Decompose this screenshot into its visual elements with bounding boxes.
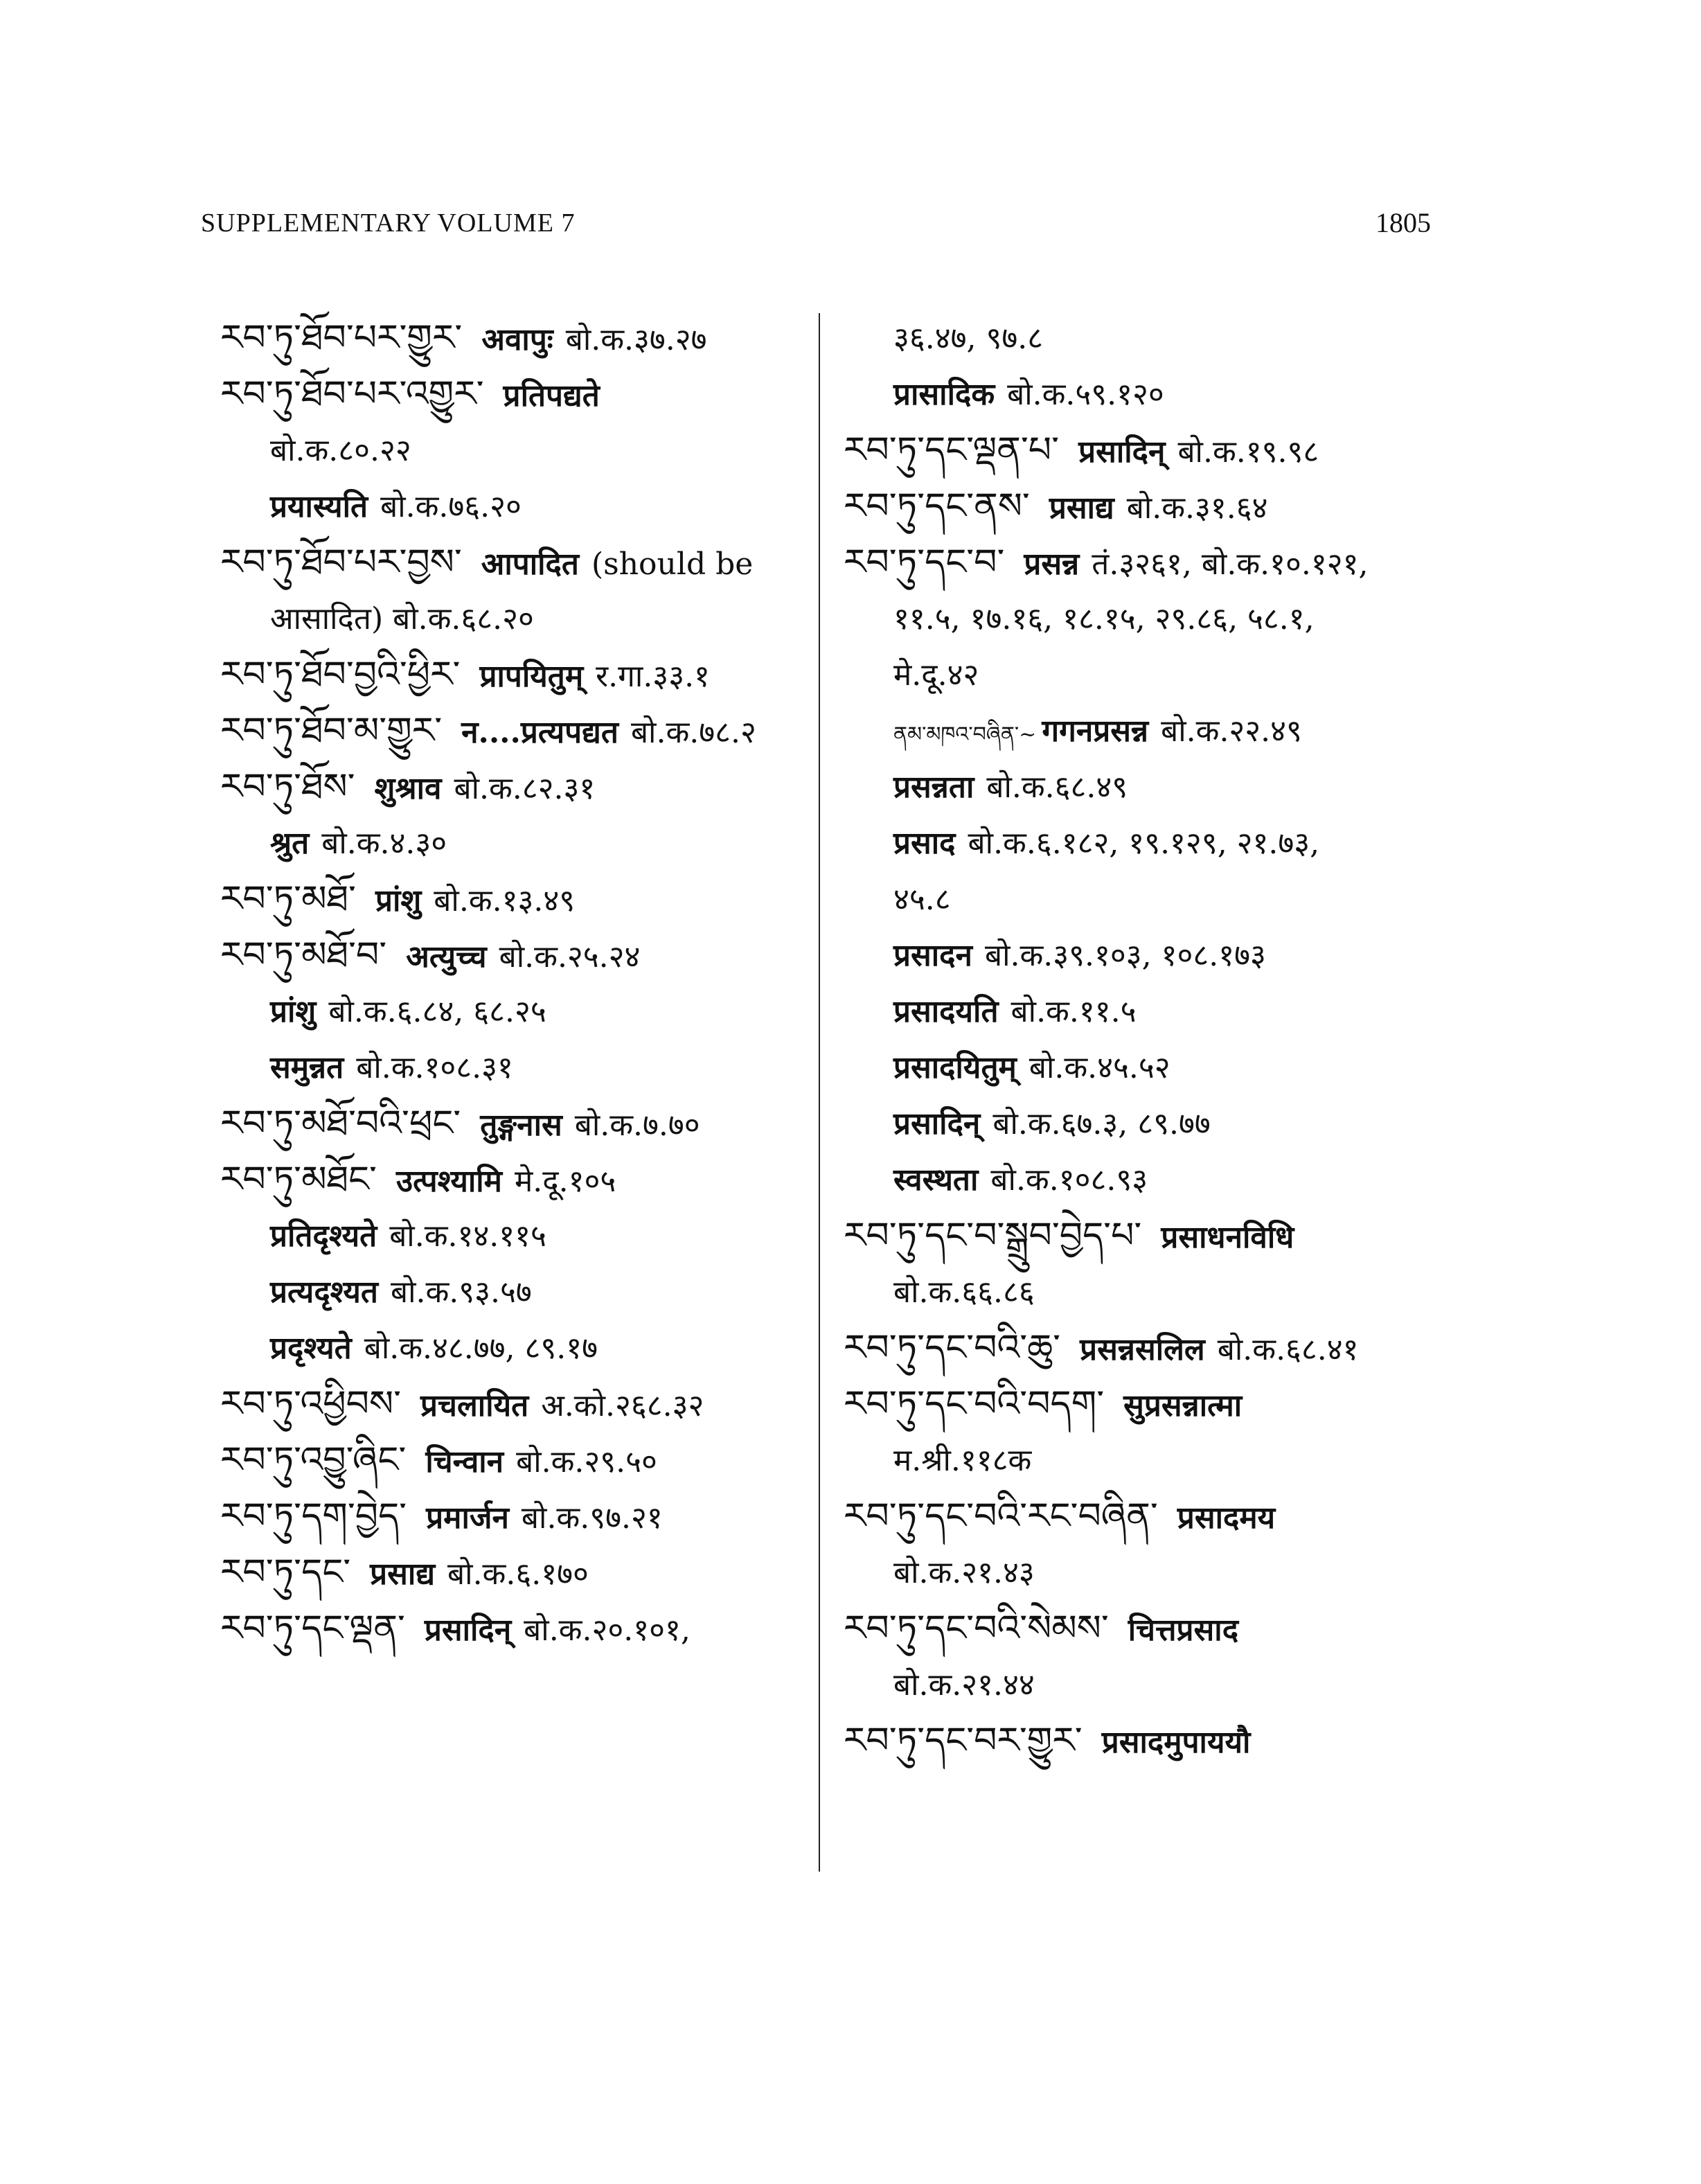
tibetan-headword: རབ་ཏུ་དང་བའི་སེམས་ [844, 1608, 1109, 1649]
dictionary-entry [220, 927, 816, 984]
source-reference: (should be [591, 547, 754, 582]
sanskrit-equivalent: प्रत्यदृश्यत [270, 1275, 378, 1310]
sanskrit-equivalent: प्रसन्न [1024, 547, 1080, 582]
reference-continuation: ३६.४७, ९७.८ [893, 321, 1044, 356]
sanskrit-equivalent: प्रसाद [893, 826, 956, 861]
sanskrit-equivalent: प्रसादयति [893, 994, 999, 1029]
tibetan-headword: རབ་ཏུ་མཐོ་ [220, 878, 356, 920]
sanskrit-equivalent: प्रसन्नता [893, 770, 974, 805]
tibetan-headword: རབ་ཏུ་མཐོ་བའི་ཕྲང་ [220, 1103, 461, 1144]
dictionary-entry [220, 310, 816, 366]
sub-equivalent [220, 1320, 816, 1376]
tibetan-headword: རབ་ཏུ་འཕྱིབས་ [220, 1383, 401, 1425]
reference-continuation: बो.क.८०.२२ [270, 433, 411, 468]
sub-equivalent [844, 1040, 1439, 1096]
source-reference: बो.क.९३.५७ [390, 1275, 532, 1310]
right-column [844, 310, 1439, 1769]
sub-equivalent [844, 759, 1439, 815]
source-reference: बो.क.१०८.९३ [990, 1162, 1148, 1198]
source-reference: बो.क.२९.५० [516, 1444, 657, 1480]
sanskrit-equivalent: अवापुः [481, 322, 553, 357]
dictionary-entry [844, 1489, 1439, 1545]
reference-continuation: बो.क.६६.८६ [893, 1275, 1035, 1310]
source-reference: बो.क.६७.३, ८९.७७ [992, 1106, 1211, 1142]
dictionary-entry [844, 1320, 1439, 1376]
source-reference: अ.को.२६८.३२ [541, 1388, 704, 1423]
sanskrit-equivalent: प्रसादिन् [1078, 434, 1166, 470]
reference-continuation: म.श्री.११८क [893, 1443, 1032, 1478]
source-reference: बो.क.६८.४१ [1217, 1332, 1359, 1367]
dictionary-entry [844, 479, 1439, 535]
source-reference: बो.क.४५.५२ [1028, 1050, 1170, 1085]
continuation-line [844, 1264, 1439, 1320]
sanskrit-equivalent: प्रसाद्य [1049, 490, 1114, 526]
sanskrit-equivalent: चिन्वान [425, 1444, 504, 1480]
tibetan-headword: རབ་ཏུ་དང་བའི་རང་བཞིན་ [844, 1495, 1158, 1537]
sanskrit-equivalent: शुश्राव [374, 771, 442, 806]
source-reference: बो.क.२०.१०१, [524, 1613, 691, 1648]
sub-equivalent [220, 1208, 816, 1264]
sanskrit-equivalent: श्रुत [270, 826, 310, 861]
continuation-line [844, 310, 1439, 366]
sub-equivalent [844, 815, 1439, 871]
continuation-line [844, 1432, 1439, 1489]
dictionary-entry [220, 1376, 816, 1432]
source-reference: बो.क.३७.२७ [565, 322, 707, 357]
sanskrit-equivalent: स्वस्थता [893, 1162, 979, 1198]
source-reference: बो.क.९७.२१ [521, 1500, 663, 1536]
column-divider [819, 313, 820, 1872]
dictionary-entry [220, 759, 816, 815]
source-reference: मे.दू.१०५ [514, 1164, 616, 1199]
dictionary-entry [220, 1432, 816, 1489]
source-reference: बो.क.२५.२४ [499, 939, 641, 975]
sanskrit-equivalent: प्रसादिन् [424, 1613, 512, 1648]
source-reference: बो.क.६८.४९ [986, 770, 1128, 805]
dictionary-entry [844, 535, 1439, 591]
continuation-line [844, 1545, 1439, 1601]
reference-continuation: बो.क.२१.४३ [893, 1555, 1035, 1590]
dictionary-entry [220, 647, 816, 703]
source-reference: बो.क.६.१७० [447, 1556, 589, 1592]
sanskrit-equivalent: प्रदृश्यते [270, 1331, 352, 1366]
source-reference: बो.क.४.३० [321, 826, 447, 861]
source-reference: बो.क.१४.११५ [389, 1218, 546, 1254]
running-head: SUPPLEMENTARY VOLUME 7 [201, 208, 576, 238]
reference-continuation: आसादित) बो.क.६८.२० [270, 601, 534, 637]
sub-equivalent [220, 1040, 816, 1096]
dictionary-entry [844, 1713, 1439, 1769]
dictionary-entry [220, 1545, 816, 1601]
dictionary-entry [844, 1601, 1439, 1657]
sanskrit-equivalent: उत्पश्यामि [395, 1164, 502, 1199]
tibetan-headword: རབ་ཏུ་དང་ནས་ [844, 486, 1030, 527]
sub-equivalent [844, 1152, 1439, 1208]
dictionary-entry [220, 1489, 816, 1545]
tibetan-headword: རབ་ཏུ་དག་བྱེད་ [220, 1495, 407, 1537]
sanskrit-equivalent: प्रांशु [375, 883, 422, 918]
sanskrit-equivalent: प्रापयितुम् [479, 659, 584, 694]
sanskrit-equivalent: चित्तप्रसाद [1128, 1613, 1239, 1648]
source-reference: र.गा.३३.१ [596, 659, 710, 694]
sanskrit-equivalent: प्रासादिक [893, 377, 995, 412]
sub-equivalent [220, 479, 816, 535]
dictionary-entry [220, 703, 816, 759]
source-reference: बो.क.७८.२ [630, 715, 756, 750]
sub-equivalent [844, 927, 1439, 984]
sanskrit-equivalent: प्रसादयितुम् [893, 1050, 1017, 1085]
dictionary-entry [844, 1208, 1439, 1264]
sub-equivalent [844, 366, 1439, 423]
source-reference: बो.क.६.१८२, १९.१२९, २१.७३, [968, 826, 1320, 861]
tibetan-compound: ནམ་མཁའ་བཞིན་~ [893, 722, 1037, 747]
reference-continuation: ११.५, १७.१६, १८.१५, २९.८६, ५८.१, [893, 601, 1315, 637]
sanskrit-equivalent: प्रसाद्य [370, 1556, 436, 1592]
sanskrit-equivalent: प्रसाधनविधि [1161, 1220, 1294, 1255]
continuation-line [844, 871, 1439, 927]
tibetan-headword: རབ་ཏུ་ཐོས་ [220, 766, 355, 808]
tibetan-headword: རབ་ཏུ་དང་བར་གྱུར་ [844, 1720, 1083, 1761]
source-reference: बो.क.१९.९८ [1177, 434, 1319, 470]
sub-equivalent [844, 1096, 1439, 1152]
tibetan-headword: རབ་ཏུ་དང་བ་སྒྲུབ་བྱེད་པ་ [844, 1215, 1142, 1257]
sub-equivalent [220, 1264, 816, 1320]
page-number: 1805 [1375, 207, 1431, 238]
tibetan-headword: རབ་ཏུ་ཐོབ་པར་གྱུར་ [220, 317, 463, 359]
source-reference: बो.क.५९.१२० [1007, 377, 1164, 412]
tibetan-headword: རབ་ཏུ་དང་བའི་ཆུ་ [844, 1327, 1061, 1369]
tibetan-headword: རབ་ཏུ་དང་བའི་བདག་ [844, 1383, 1105, 1425]
tibetan-headword: རབ་ཏུ་ཐོབ་པར་བྱས་ [220, 542, 462, 583]
tibetan-headword: རབ་ཏུ་དང་ལྡན་ [220, 1608, 405, 1649]
sanskrit-equivalent: प्रसादन [893, 938, 972, 973]
dictionary-entry [220, 366, 816, 423]
tibetan-headword: རབ་ཏུ་མཐོང་ [220, 1159, 377, 1200]
continuation-line [844, 647, 1439, 703]
sanskrit-equivalent: प्रसादिन् [893, 1106, 981, 1142]
sanskrit-equivalent: प्रतिपद्यते [503, 378, 600, 414]
sanskrit-equivalent: प्रमार्जन [426, 1500, 509, 1536]
source-reference: बो.क.१३.४९ [434, 883, 576, 918]
dictionary-entry [220, 1096, 816, 1152]
tibetan-headword: རབ་ཏུ་དང་ [220, 1552, 351, 1593]
tibetan-headword: རབ་ཏུ་དང་བ་ [844, 542, 1005, 583]
sub-equivalent [220, 984, 816, 1040]
dictionary-entry [220, 871, 816, 927]
sanskrit-equivalent: प्रसन्नसलिल [1080, 1332, 1205, 1367]
tibetan-headword: རབ་ཏུ་ཐོབ་པར་འགྱུར་ [220, 373, 484, 415]
tibetan-headword: རབ་ཏུ་ཐོབ་མ་གྱུར་ [220, 710, 443, 752]
continuation-line [220, 423, 816, 479]
dictionary-entry [220, 1152, 816, 1208]
source-reference: बो.क.७६.२० [380, 489, 522, 524]
source-reference: बो.क.८२.३१ [454, 771, 596, 806]
sanskrit-equivalent: तुङ्गनास [480, 1108, 562, 1143]
source-reference: बो.क.६.८४, ६८.२५ [328, 994, 546, 1029]
dictionary-entry [844, 423, 1439, 479]
left-column [220, 310, 816, 1657]
sanskrit-equivalent: सुप्रसन्नात्मा [1123, 1388, 1243, 1423]
sanskrit-equivalent: प्रचलायित [420, 1388, 529, 1423]
continuation-line [844, 1657, 1439, 1713]
dictionary-entry [220, 535, 816, 591]
sanskrit-equivalent: गगनप्रसन्न [1042, 713, 1149, 749]
reference-continuation: मे.दू.४२ [893, 657, 979, 693]
sanskrit-equivalent: प्रतिदृश्यते [270, 1218, 377, 1254]
continuation-line [844, 591, 1439, 647]
tibetan-headword: རབ་ཏུ་ཐོབ་བྱའི་ཕྱིར་ [220, 654, 461, 695]
sanskrit-equivalent: आपादित [481, 547, 579, 582]
sanskrit-equivalent: समुन्नत [270, 1050, 344, 1085]
sanskrit-equivalent: प्रसादमुपाययौ [1101, 1725, 1251, 1760]
sanskrit-equivalent: अत्युच्च [406, 939, 487, 975]
tibetan-headword: རབ་ཏུ་མཐོ་བ་ [220, 934, 387, 976]
source-reference: तं.३२६१, बो.क.१०.१२१, [1092, 547, 1369, 582]
sanskrit-equivalent: प्रयास्यति [270, 489, 368, 524]
sub-equivalent [844, 984, 1439, 1040]
dictionary-entry [220, 1601, 816, 1657]
reference-continuation: ४५.८ [893, 882, 951, 917]
sanskrit-equivalent: प्रांशु [270, 994, 317, 1029]
sub-equivalent [220, 815, 816, 871]
source-reference: बो.क.३९.१०३, १०८.१७३ [984, 938, 1266, 973]
sanskrit-equivalent: प्रसादमय [1177, 1500, 1276, 1536]
source-reference: बो.क.१०८.३१ [356, 1050, 513, 1085]
sub-compound [844, 703, 1439, 759]
source-reference: बो.क.३१.६४ [1126, 490, 1268, 526]
source-reference: बो.क.२२.४९ [1161, 713, 1302, 749]
reference-continuation: बो.क.२१.४४ [893, 1667, 1035, 1703]
tibetan-headword: རབ་ཏུ་དང་ལྡན་པ་ [844, 429, 1060, 471]
sanskrit-equivalent: न....प्रत्यपद्यत [461, 715, 618, 750]
source-reference: बो.क.७.७० [574, 1108, 700, 1143]
source-reference: बो.क.४८.७७, ८९.१७ [364, 1331, 598, 1366]
tibetan-headword: རབ་ཏུ་འབྱུ་ཞིང་ [220, 1439, 407, 1481]
dictionary-entry [844, 1376, 1439, 1432]
source-reference: बो.क.११.५ [1010, 994, 1137, 1029]
continuation-line [220, 591, 816, 647]
